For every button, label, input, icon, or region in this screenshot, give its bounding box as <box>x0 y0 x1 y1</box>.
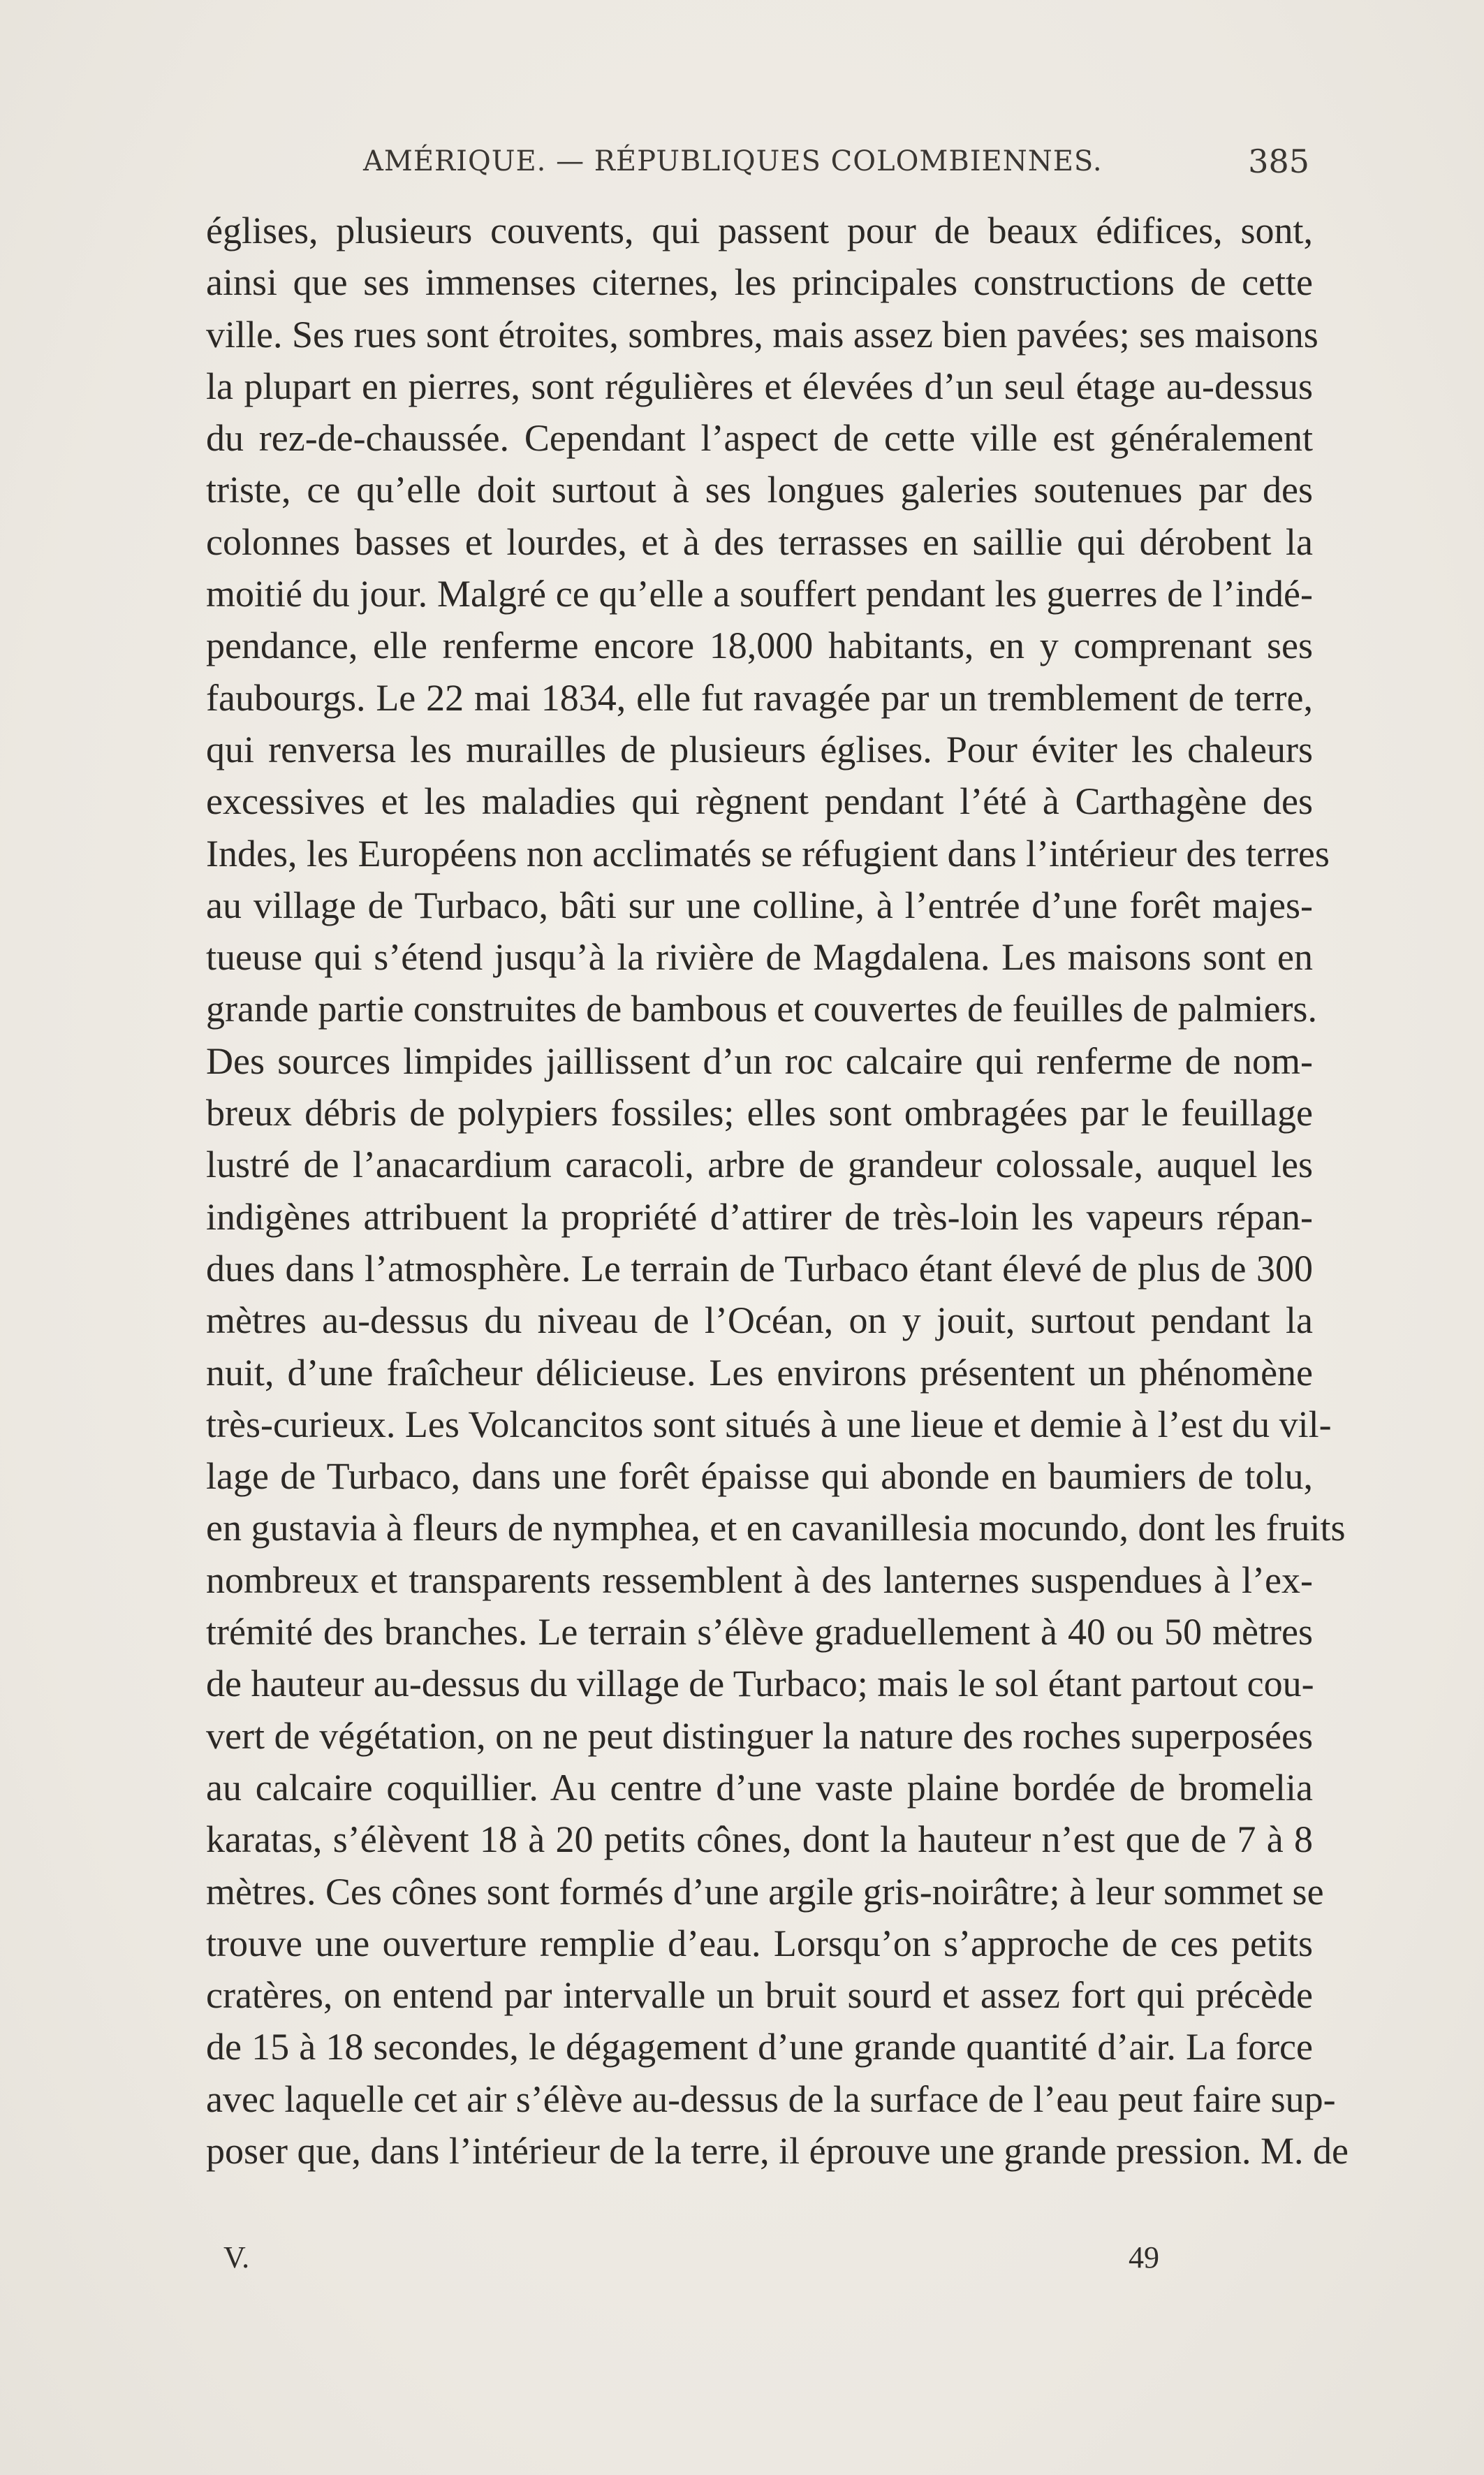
text-line: nuit, d’une fraîcheur délicieuse. Les environs présentent un phénomène <box>206 1351 1313 1394</box>
text-line: nombreux et transparents ressemblent à des lanternes suspendues à l’ex- <box>206 1558 1313 1601</box>
running-head <box>210 138 1309 187</box>
text-line: pendance, elle renferme encore 18,000 habitants, en y comprenant ses <box>206 625 1313 667</box>
text-line: ville. Ses rues sont étroites, sombres, mais assez bien pavées; ses maisons <box>206 313 1318 356</box>
text-line: cratères, on entend par intervalle un bruit sourd et assez fort qui précède <box>206 1974 1313 2017</box>
text-line: colonnes basses et lourdes, et à des terrasses en saillie qui dérobent la <box>206 520 1313 563</box>
text-line: au calcaire coquillier. Au centre d’une vaste plaine bordée de bromelia <box>206 1766 1313 1809</box>
text-line: Indes, les Européens non acclimatés se réfugient dans l’intérieur des terres <box>206 832 1330 875</box>
text-line: de hauteur au-dessus du village de Turbaco; mais le sol étant partout cou- <box>206 1663 1314 1705</box>
signature-mark: V. <box>223 2240 250 2275</box>
text-line: trouve une ouverture remplie d’eau. Lorsqu’on s’approche de ces petits <box>206 1922 1313 1964</box>
text-line: dues dans l’atmosphère. Le terrain de Turbaco étant élevé de plus de 300 <box>206 1247 1313 1290</box>
text-line: la plupart en pierres, sont régulières et élevées d’un seul étage au-dessus <box>206 365 1313 407</box>
text-line: vert de végétation, on ne peut distinguer la nature des roches superposées <box>206 1714 1313 1757</box>
text-line: Des sources limpides jaillissent d’un roc calcaire qui renferme de nom- <box>206 1039 1313 1082</box>
text-line: qui renversa les murailles de plusieurs églises. Pour éviter les chaleurs <box>206 728 1313 771</box>
page-footer <box>223 2240 1159 2281</box>
text-line: églises, plusieurs couvents, qui passent pour de beaux édifices, sont, <box>206 210 1313 251</box>
page-number: 385 <box>1248 143 1309 180</box>
text-line: indigènes attribuent la propriété d’attirer de très-loin les vapeurs répan- <box>206 1195 1313 1238</box>
text-line: grande partie construites de bambous et couvertes de feuilles de palmiers. <box>206 988 1317 1030</box>
text-line: poser que, dans l’intérieur de la terre, il éprouve une grande pression. M. de <box>206 2129 1349 2172</box>
text-line: excessives et les maladies qui règnent pendant l’été à Carthagène des <box>206 780 1313 823</box>
body-text <box>206 205 1349 2177</box>
text-line: faubourgs. Le 22 mai 1834, elle fut ravagée par un tremblement de terre, <box>206 676 1313 719</box>
text-line: ainsi que ses immenses citernes, les principales constructions de cette <box>206 261 1313 304</box>
text-line: de 15 à 18 secondes, le dégagement d’une grande quantité d’air. La force <box>206 2026 1313 2068</box>
text-line: avec laquelle cet air s’élève au-dessus de la surface de l’eau peut faire sup- <box>206 2078 1336 2120</box>
text-line: très-curieux. Les Volcancitos sont situés à une lieue et demie à l’est du vil- <box>206 1403 1332 1445</box>
running-title: AMÉRIQUE. — RÉPUBLIQUES COLOMBIENNES. <box>363 145 1103 177</box>
text-line: lustré de l’anacardium caracoli, arbre de grandeur colossale, auquel les <box>206 1144 1313 1186</box>
text-line: mètres au-dessus du niveau de l’Océan, on y jouit, surtout pendant la <box>206 1299 1313 1342</box>
text-line: du rez-de-chaussée. Cependant l’aspect de cette ville est généralement <box>206 417 1313 460</box>
text-line: tueuse qui s’étend jusqu’à la rivière de Magdalena. Les maisons sont en <box>206 936 1313 979</box>
text-line: trémité des branches. Le terrain s’élève graduellement à 40 ou 50 mètres <box>206 1611 1313 1653</box>
text-line: mètres. Ces cônes sont formés d’une argile gris-noirâtre; à leur sommet se <box>206 1870 1324 1913</box>
text-line: triste, ce qu’elle doit surtout à ses longues galeries soutenues par des <box>206 469 1313 511</box>
folio-number: 49 <box>1129 2240 1159 2275</box>
text-line: moitié du jour. Malgré ce qu’elle a souffert pendant les guerres de l’indé- <box>206 573 1313 615</box>
text-line: en gustavia à fleurs de nymphea, et en cavanillesia mocundo, dont les fruits <box>206 1507 1346 1549</box>
text-line: karatas, s’élèvent 18 à 20 petits cônes, dont la hauteur n’est que de 7 à 8 <box>206 1818 1313 1861</box>
text-line: breux débris de polypiers fossiles; elles sont ombragées par le feuillage <box>206 1092 1313 1134</box>
text-line: au village de Turbaco, bâti sur une colline, à l’entrée d’une forêt majes- <box>206 884 1313 926</box>
text-line: lage de Turbaco, dans une forêt épaisse qui abonde en baumiers de tolu, <box>206 1455 1313 1498</box>
